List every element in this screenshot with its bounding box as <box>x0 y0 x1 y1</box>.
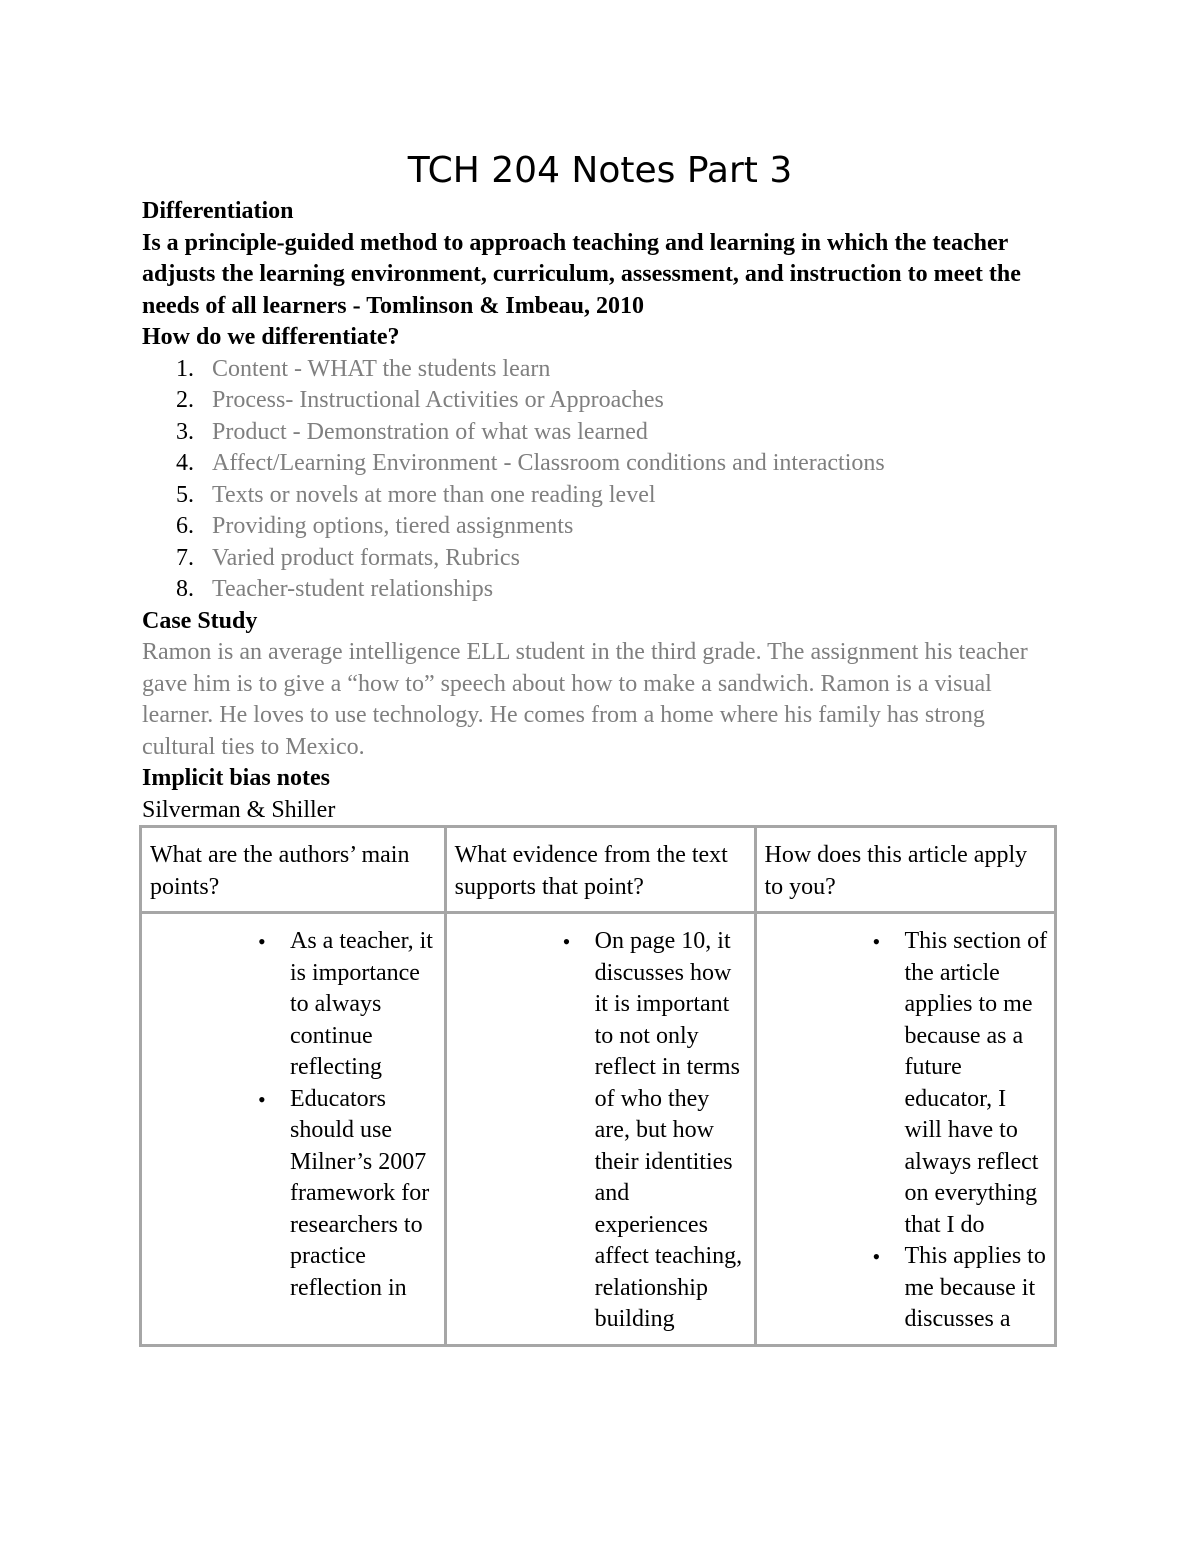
list-item-text: Product - Demonstration of what was learned <box>212 418 648 445</box>
bullet-item <box>150 926 438 1084</box>
bullet-list <box>455 926 748 1336</box>
list-number: 8. <box>176 576 194 602</box>
bullet-icon: • <box>872 1244 881 1269</box>
list-item-text: Process- Instructional Activities or Approaches <box>212 387 664 413</box>
list-number: 2. <box>176 387 194 413</box>
table-cell-evidence <box>445 913 755 1346</box>
list-item <box>142 448 1058 480</box>
table-header-cell: What are the authors’ main points? <box>141 827 446 913</box>
authors-line: Silverman & Shiller <box>142 796 336 823</box>
table-header-cell: What evidence from the text supports that point? <box>445 827 755 913</box>
list-number: 5. <box>176 481 194 508</box>
differentiation-definition: Is a principle-guided method to approach teaching and learning in which the teacher adjusts the learning environment, curriculum, assessment, and instruction to meet the needs of all learners - Tomlinson & Imbeau, 2010 <box>142 229 1021 319</box>
table-row <box>141 913 1056 1346</box>
bullet-text: This section of the article applies to me because as a future educator, I will have to always reflect on everything that I do <box>904 928 1048 1238</box>
bullet-list <box>765 926 1048 1336</box>
case-study-heading: Case Study <box>142 607 258 634</box>
how-heading: How do we differentiate? <box>142 324 400 350</box>
table-cell-main-points <box>141 913 446 1346</box>
list-item <box>142 385 1058 417</box>
implicit-bias-table <box>139 825 1057 1347</box>
list-number: 1. <box>176 355 194 382</box>
list-item <box>142 511 1058 543</box>
bullet-item <box>150 1084 438 1305</box>
page-title: TCH 204 Notes Part 3 <box>407 150 793 191</box>
list-number: 7. <box>176 544 194 571</box>
bullet-list <box>150 926 438 1304</box>
list-item <box>142 574 1058 606</box>
bullet-text: Educators should use Milner’s 2007 framework for researchers to practice reflection in <box>290 1085 430 1301</box>
table-header-cell: How does this article apply to you? <box>755 827 1055 913</box>
bullet-icon: • <box>562 929 571 954</box>
list-item-text: Teacher-student relationships <box>212 576 494 602</box>
list-item <box>142 417 1058 449</box>
list-item-text: Varied product formats, Rubrics <box>212 544 520 571</box>
list-item <box>142 480 1058 512</box>
bullet-item <box>765 926 1048 1241</box>
list-number: 4. <box>176 450 194 476</box>
list-number: 6. <box>176 513 194 539</box>
table-header-row <box>141 827 1056 913</box>
differentiation-list <box>142 354 1058 606</box>
document-body <box>142 196 1058 826</box>
list-item-text: Texts or novels at more than one reading level <box>212 481 656 508</box>
list-item-text: Providing options, tiered assignments <box>212 513 574 539</box>
list-item-text: Affect/Learning Environment - Classroom conditions and interactions <box>212 450 885 476</box>
bullet-icon: • <box>258 1086 266 1112</box>
bullet-text: As a teacher, it is importance to always continue reflecting <box>290 928 433 1080</box>
implicit-bias-heading: Implicit bias notes <box>142 765 331 791</box>
bullet-icon: • <box>258 929 266 954</box>
list-item-text: Content - WHAT the students learn <box>212 355 551 382</box>
bullet-item <box>455 926 748 1336</box>
bullet-item <box>765 1241 1048 1336</box>
bullet-text: On page 10, it discusses how it is important to not only reflect in terms of who they are, but how their identities and experiences affect teaching, relationship building <box>594 928 743 1332</box>
differentiation-heading: Differentiation <box>142 198 294 224</box>
list-number: 3. <box>176 418 194 445</box>
list-item <box>142 543 1058 575</box>
table-cell-application <box>755 913 1055 1346</box>
case-study-text: Ramon is an average intelligence ELL student in the third grade. The assignment his teacher gave him is to give a “how to” speech about how to make a sandwich. Ramon is a visual learner. He loves to use technology. He comes from a home where his family has strong cultural ties to Mexico. <box>142 639 1028 760</box>
bullet-text: This applies to me because it discusses a <box>904 1243 1046 1332</box>
bullet-icon: • <box>872 929 881 954</box>
list-item <box>142 354 1058 386</box>
